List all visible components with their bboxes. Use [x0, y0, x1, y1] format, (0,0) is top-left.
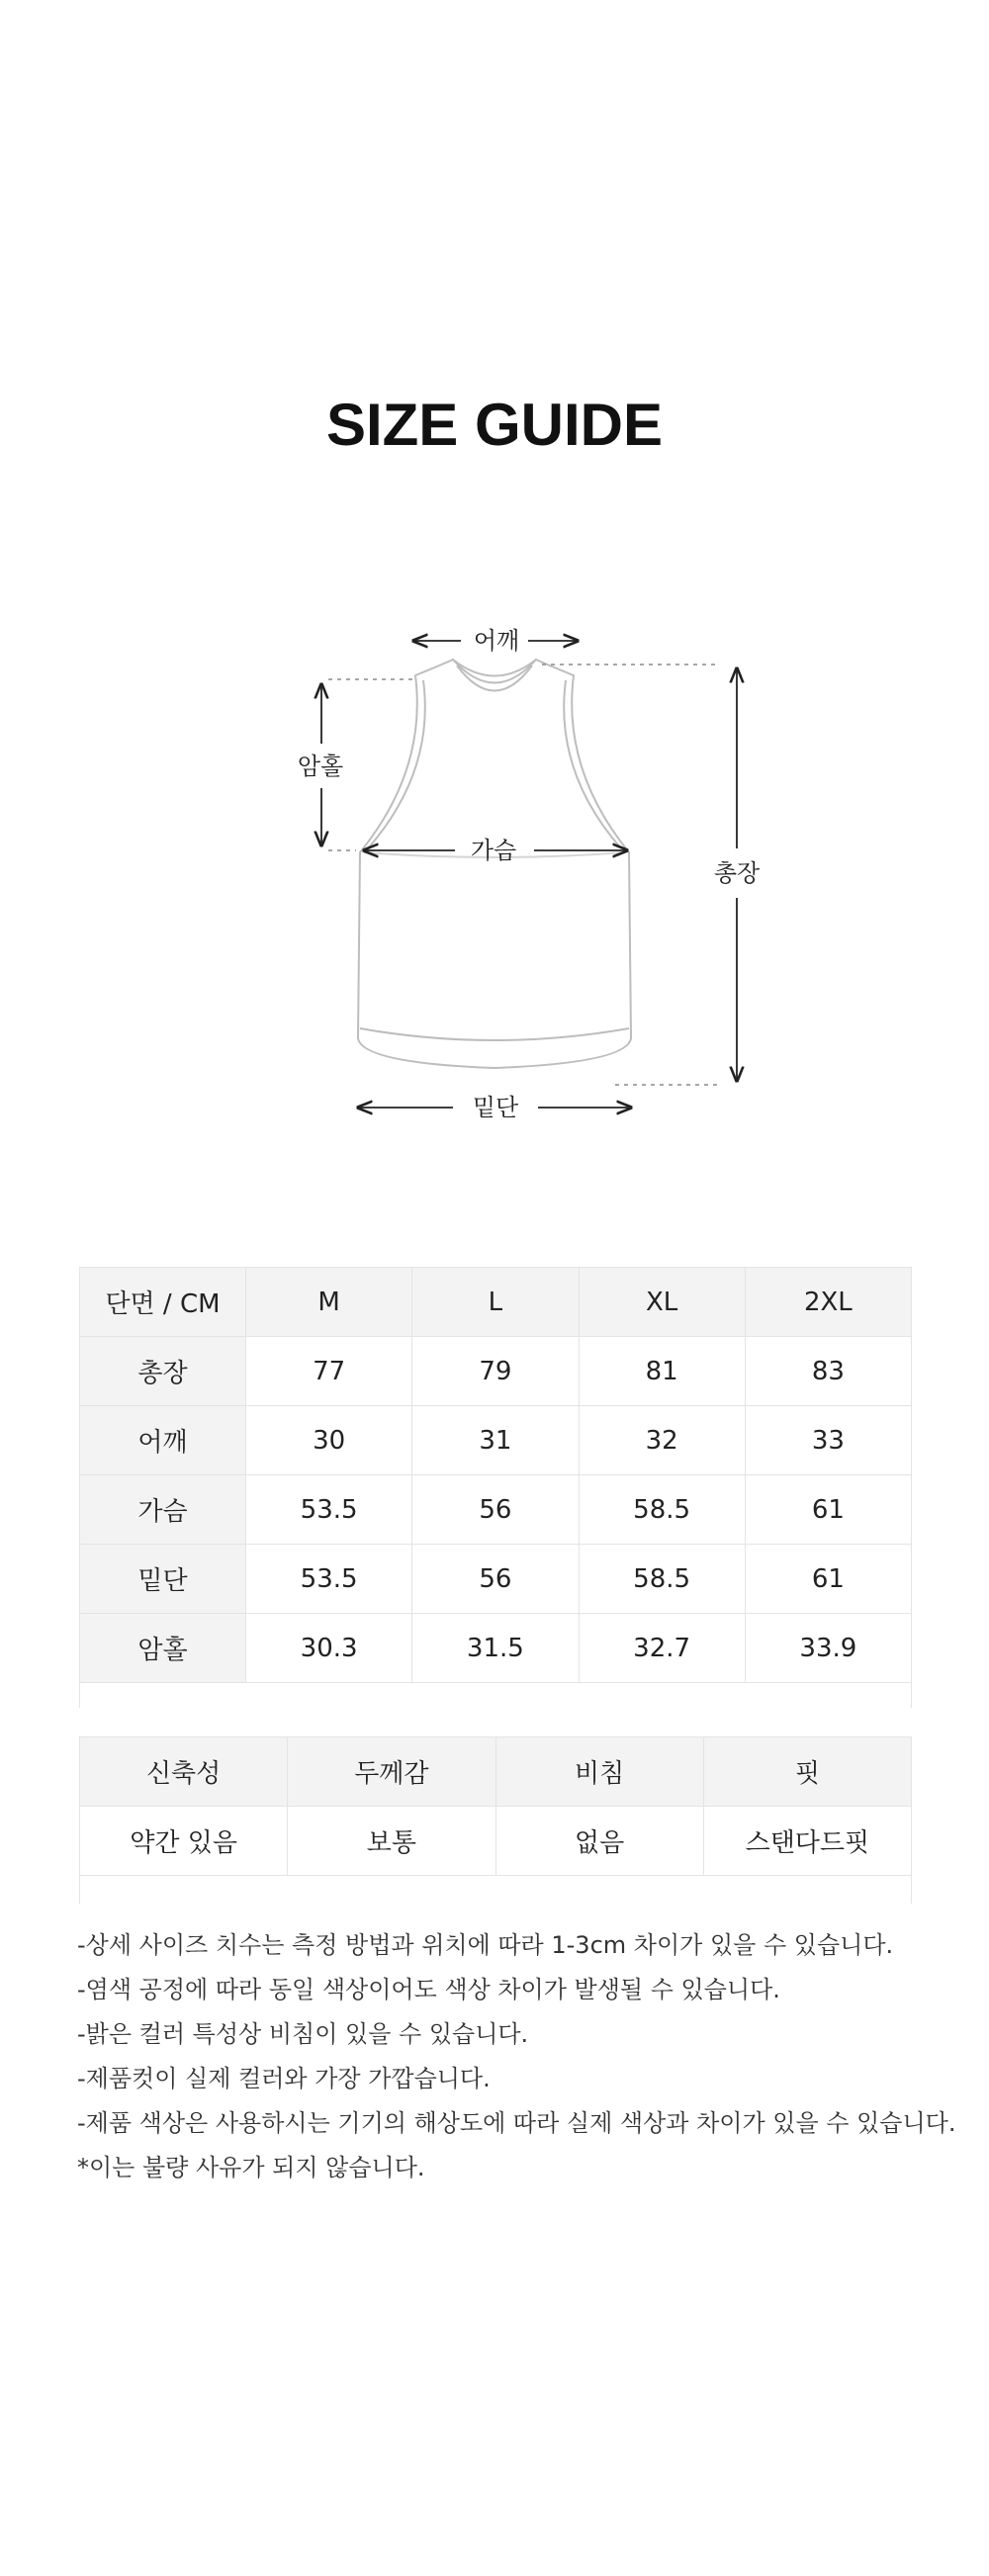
row-label: 밑단	[80, 1545, 246, 1614]
table-cell: 32	[579, 1406, 745, 1475]
table-cell: 31.5	[412, 1614, 579, 1683]
header-cell-section: 단면 / CM	[80, 1268, 246, 1337]
table-cell: 33.9	[745, 1614, 911, 1683]
table-cell: 58.5	[579, 1475, 745, 1545]
armhole-label: 암홀	[297, 753, 344, 780]
table-cell: 83	[745, 1337, 911, 1406]
table-row	[80, 1545, 912, 1614]
table-cell: 없음	[495, 1807, 703, 1876]
table-cell: 56	[412, 1545, 579, 1614]
note-line: -염색 공정에 따라 동일 색상이어도 색상 차이가 발생될 수 있습니다.	[77, 1976, 780, 2003]
table-cell: 81	[579, 1337, 745, 1406]
header-cell-2xl: 2XL	[745, 1268, 911, 1337]
length-label: 총장	[713, 859, 761, 887]
table-cell: 약간 있음	[80, 1807, 288, 1876]
header-cell-m: M	[246, 1268, 412, 1337]
header-cell-sheerness: 비침	[495, 1737, 703, 1807]
row-label: 암홀	[80, 1614, 246, 1683]
size-table	[79, 1267, 912, 1683]
table-cell: 스탠다드핏	[703, 1807, 911, 1876]
row-label: 총장	[80, 1337, 246, 1406]
table-cell: 56	[412, 1475, 579, 1545]
fit-table-header	[80, 1737, 912, 1807]
table-cell: 77	[246, 1337, 412, 1406]
header-cell-xl: XL	[579, 1268, 745, 1337]
table-row	[80, 1337, 912, 1406]
table-row	[80, 1807, 912, 1876]
table-cell: 32.7	[579, 1614, 745, 1683]
row-label: 어깨	[80, 1406, 246, 1475]
header-cell-stretch: 신축성	[80, 1737, 288, 1807]
table-row	[80, 1475, 912, 1545]
notes-list	[77, 1923, 967, 2190]
header-cell-thickness: 두께감	[288, 1737, 495, 1807]
table-divider	[79, 1678, 912, 1708]
note-line: -제품 색상은 사용하시는 기기의 해상도에 따라 실제 색상과 차이가 있을 수 있습니다.	[77, 2109, 956, 2137]
table-cell: 58.5	[579, 1545, 745, 1614]
table-row	[80, 1406, 912, 1475]
page-title: SIZE GUIDE	[325, 392, 664, 458]
table-cell: 31	[412, 1406, 579, 1475]
tank-top-diagram	[0, 593, 989, 1147]
size-table-header	[80, 1268, 912, 1337]
note-line: -밝은 컬러 특성상 비침이 있을 수 있습니다.	[77, 2020, 529, 2048]
hem-label: 밑단	[472, 1094, 519, 1121]
table-cell: 30.3	[246, 1614, 412, 1683]
header-cell-fit: 핏	[703, 1737, 911, 1807]
table-cell: 보통	[288, 1807, 495, 1876]
table-cell: 53.5	[246, 1475, 412, 1545]
table-cell: 61	[745, 1475, 911, 1545]
table-cell: 30	[246, 1406, 412, 1475]
note-line: -제품컷이 실제 컬러와 가장 가깝습니다.	[77, 2065, 491, 2092]
header-cell-l: L	[412, 1268, 579, 1337]
table-divider	[79, 1874, 912, 1904]
row-label: 가슴	[80, 1475, 246, 1545]
chest-label: 가슴	[470, 837, 517, 864]
table-cell: 79	[412, 1337, 579, 1406]
note-line: *이는 불량 사유가 되지 않습니다.	[77, 2154, 425, 2181]
fit-table	[79, 1736, 912, 1876]
table-cell: 53.5	[246, 1545, 412, 1614]
table-cell: 33	[745, 1406, 911, 1475]
table-cell: 61	[745, 1545, 911, 1614]
shoulder-label: 어깨	[473, 627, 520, 655]
note-line: -상세 사이즈 치수는 측정 방법과 위치에 따라 1-3cm 차이가 있을 수 있습니다.	[77, 1931, 894, 1959]
table-row	[80, 1614, 912, 1683]
